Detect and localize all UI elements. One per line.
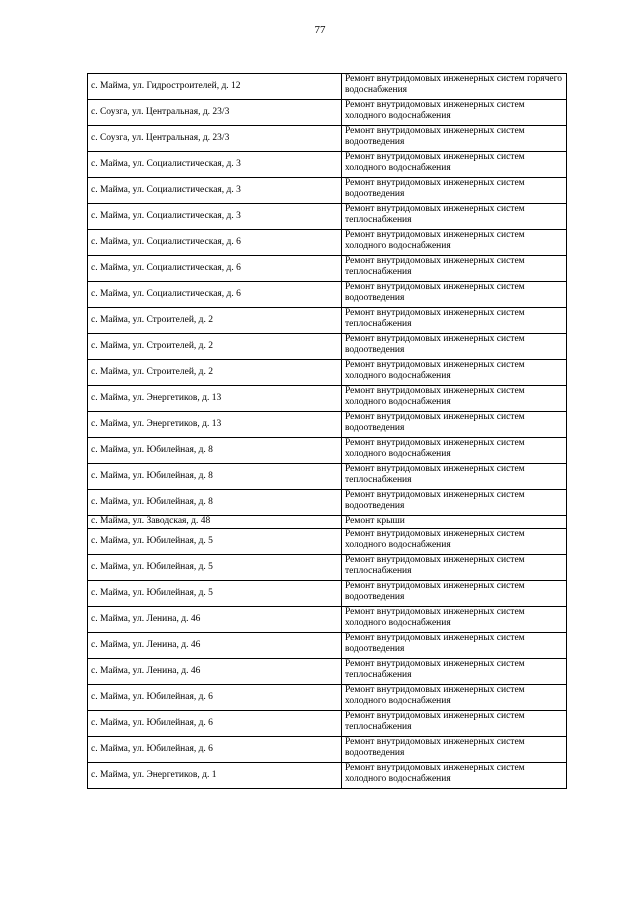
page-number: 77	[314, 24, 326, 36]
address-cell: с. Майма, ул. Социалистическая, д. 3	[88, 178, 342, 204]
table-row	[88, 464, 567, 490]
table-row	[88, 126, 567, 152]
table-row	[88, 100, 567, 126]
address-cell: с. Майма, ул. Юбилейная, д. 5	[88, 581, 342, 607]
address-cell: с. Майма, ул. Строителей, д. 2	[88, 334, 342, 360]
work-cell: Ремонт внутридомовых инженерных систем холодного водоснабжения	[342, 763, 567, 789]
address-cell: с. Майма, ул. Юбилейная, д. 5	[88, 529, 342, 555]
table-row	[88, 386, 567, 412]
address-cell: с. Майма, ул. Юбилейная, д. 8	[88, 464, 342, 490]
work-cell: Ремонт внутридомовых инженерных систем холодного водоснабжения	[342, 152, 567, 178]
work-cell: Ремонт внутридомовых инженерных систем холодного водоснабжения	[342, 685, 567, 711]
address-cell: с. Майма, ул. Энергетиков, д. 1	[88, 763, 342, 789]
table-row	[88, 256, 567, 282]
address-cell: с. Майма, ул. Строителей, д. 2	[88, 360, 342, 386]
address-cell: с. Майма, ул. Энергетиков, д. 13	[88, 412, 342, 438]
table-row	[88, 685, 567, 711]
table-row	[88, 711, 567, 737]
table-row	[88, 490, 567, 516]
work-cell: Ремонт внутридомовых инженерных систем теплоснабжения	[342, 308, 567, 334]
work-cell: Ремонт внутридомовых инженерных систем водоотведения	[342, 334, 567, 360]
works-table-body	[88, 74, 567, 789]
table-row	[88, 308, 567, 334]
address-cell: с. Майма, ул. Юбилейная, д. 8	[88, 438, 342, 464]
work-cell: Ремонт внутридомовых инженерных систем теплоснабжения	[342, 256, 567, 282]
address-cell: с. Майма, ул. Строителей, д. 2	[88, 308, 342, 334]
table-row	[88, 74, 567, 100]
work-cell: Ремонт внутридомовых инженерных систем водоотведения	[342, 126, 567, 152]
address-cell: с. Майма, ул. Социалистическая, д. 6	[88, 282, 342, 308]
table-row	[88, 360, 567, 386]
address-cell: с. Майма, ул. Юбилейная, д. 6	[88, 737, 342, 763]
work-cell: Ремонт внутридомовых инженерных систем горячего водоснабжения	[342, 74, 567, 100]
work-cell: Ремонт внутридомовых инженерных систем холодного водоснабжения	[342, 607, 567, 633]
address-cell: с. Майма, ул. Ленина, д. 46	[88, 607, 342, 633]
work-cell: Ремонт внутридомовых инженерных систем водоотведения	[342, 581, 567, 607]
table-row	[88, 204, 567, 230]
work-cell: Ремонт внутридомовых инженерных систем холодного водоснабжения	[342, 529, 567, 555]
address-cell: с. Майма, ул. Гидростроителей, д. 12	[88, 74, 342, 100]
work-cell: Ремонт внутридомовых инженерных систем водоотведения	[342, 737, 567, 763]
address-cell: с. Соузга, ул. Центральная, д. 23/3	[88, 100, 342, 126]
address-cell: с. Майма, ул. Юбилейная, д. 6	[88, 711, 342, 737]
address-cell: с. Майма, ул. Юбилейная, д. 5	[88, 555, 342, 581]
work-cell: Ремонт внутридомовых инженерных систем холодного водоснабжения	[342, 360, 567, 386]
table-row	[88, 516, 567, 529]
table-row	[88, 633, 567, 659]
work-cell: Ремонт внутридомовых инженерных систем водоотведения	[342, 282, 567, 308]
table-row	[88, 737, 567, 763]
table-row	[88, 555, 567, 581]
address-cell: с. Соузга, ул. Центральная, д. 23/3	[88, 126, 342, 152]
work-cell: Ремонт внутридомовых инженерных систем водоотведения	[342, 178, 567, 204]
address-cell: с. Майма, ул. Социалистическая, д. 3	[88, 204, 342, 230]
table-row	[88, 412, 567, 438]
work-cell: Ремонт внутридомовых инженерных систем водоотведения	[342, 412, 567, 438]
address-cell: с. Майма, ул. Ленина, д. 46	[88, 659, 342, 685]
table-row	[88, 529, 567, 555]
address-cell: с. Майма, ул. Энергетиков, д. 13	[88, 386, 342, 412]
work-cell: Ремонт внутридомовых инженерных систем холодного водоснабжения	[342, 386, 567, 412]
table-row	[88, 152, 567, 178]
table-row	[88, 230, 567, 256]
table-row	[88, 607, 567, 633]
table-row	[88, 438, 567, 464]
work-cell: Ремонт внутридомовых инженерных систем теплоснабжения	[342, 659, 567, 685]
work-cell: Ремонт внутридомовых инженерных систем холодного водоснабжения	[342, 438, 567, 464]
work-cell: Ремонт внутридомовых инженерных систем теплоснабжения	[342, 204, 567, 230]
work-cell: Ремонт крыши	[342, 516, 567, 529]
table-row	[88, 334, 567, 360]
work-cell: Ремонт внутридомовых инженерных систем холодного водоснабжения	[342, 100, 567, 126]
address-cell: с. Майма, ул. Юбилейная, д. 8	[88, 490, 342, 516]
address-cell: с. Майма, ул. Социалистическая, д. 6	[88, 230, 342, 256]
address-cell: с. Майма, ул. Заводская, д. 48	[88, 516, 342, 529]
table-row	[88, 763, 567, 789]
table-row	[88, 282, 567, 308]
table-row	[88, 659, 567, 685]
work-cell: Ремонт внутридомовых инженерных систем теплоснабжения	[342, 711, 567, 737]
work-cell: Ремонт внутридомовых инженерных систем теплоснабжения	[342, 464, 567, 490]
work-cell: Ремонт внутридомовых инженерных систем теплоснабжения	[342, 555, 567, 581]
work-cell: Ремонт внутридомовых инженерных систем холодного водоснабжения	[342, 230, 567, 256]
table-row	[88, 178, 567, 204]
address-cell: с. Майма, ул. Ленина, д. 46	[88, 633, 342, 659]
work-cell: Ремонт внутридомовых инженерных систем водоотведения	[342, 490, 567, 516]
table-row	[88, 581, 567, 607]
works-table	[87, 73, 567, 789]
work-cell: Ремонт внутридомовых инженерных систем водоотведения	[342, 633, 567, 659]
address-cell: с. Майма, ул. Юбилейная, д. 6	[88, 685, 342, 711]
address-cell: с. Майма, ул. Социалистическая, д. 6	[88, 256, 342, 282]
address-cell: с. Майма, ул. Социалистическая, д. 3	[88, 152, 342, 178]
